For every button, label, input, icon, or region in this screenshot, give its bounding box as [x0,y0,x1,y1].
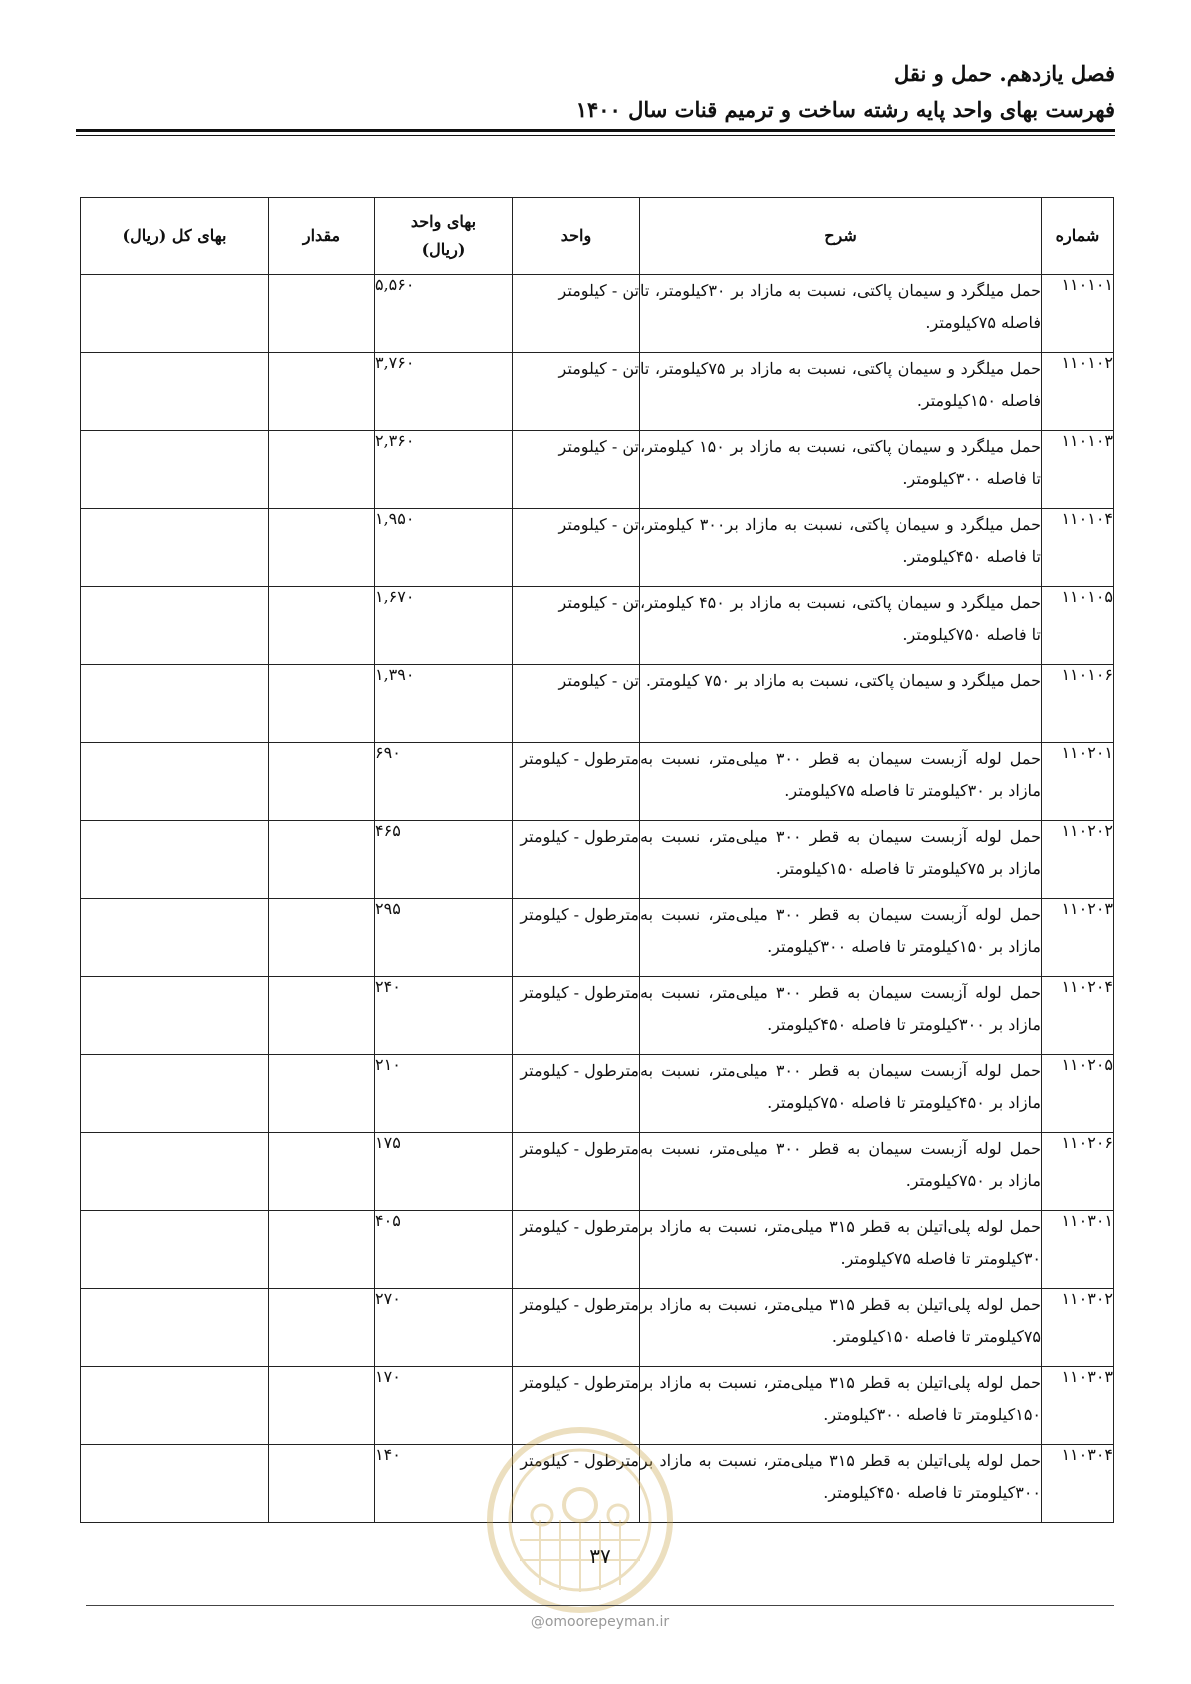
table-row [81,275,1114,353]
item-number: ۱۱۰۲۰۲ [1042,821,1114,899]
table-row [81,1055,1114,1133]
table-row [81,1133,1114,1211]
item-number: ۱۱۰۲۰۳ [1042,899,1114,977]
item-unit: مترطول - کیلومتر [513,1445,640,1523]
table-row [81,431,1114,509]
item-quantity [269,665,375,743]
footer-rule [86,1605,1114,1606]
item-description: حمل میلگرد و سیمان پاکتی، نسبت به مازاد بر۳۰۰ کیلومتر، تا فاصله ۴۵۰کیلومتر. [640,509,1042,587]
item-unit: مترطول - کیلومتر [513,743,640,821]
item-unit: مترطول - کیلومتر [513,1055,640,1133]
item-number: ۱۱۰۲۰۶ [1042,1133,1114,1211]
item-unit: تن - کیلومتر [513,431,640,509]
item-number: ۱۱۰۳۰۴ [1042,1445,1114,1523]
item-unit: تن - کیلومتر [513,587,640,665]
item-description: حمل میلگرد و سیمان پاکتی، نسبت به مازاد بر ۳۰کیلومتر، تا فاصله ۷۵کیلومتر. [640,275,1042,353]
item-number: ۱۱۰۳۰۲ [1042,1289,1114,1367]
header-description: شرح [640,198,1042,275]
item-total [81,353,269,431]
item-unit-price: ۱,۳۹۰ [375,665,513,743]
item-quantity [269,1055,375,1133]
header-number: شماره [1042,198,1114,275]
item-number: ۱۱۰۳۰۱ [1042,1211,1114,1289]
item-unit: مترطول - کیلومتر [513,1133,640,1211]
item-unit-price: ۲۴۰ [375,977,513,1055]
item-unit-price: ۳,۷۶۰ [375,353,513,431]
footer-website: @omoorepeyman.ir [530,1614,670,1630]
table-header-row [81,198,1114,275]
item-total [81,1367,269,1445]
item-total [81,275,269,353]
item-number: ۱۱۰۲۰۵ [1042,1055,1114,1133]
price-table [80,197,1114,1523]
item-number: ۱۱۰۲۰۴ [1042,977,1114,1055]
item-total [81,821,269,899]
item-quantity [269,353,375,431]
item-description: حمل میلگرد و سیمان پاکتی، نسبت به مازاد بر ۴۵۰ کیلومتر، تا فاصله ۷۵۰کیلومتر. [640,587,1042,665]
header-total: بهای کل (ریال) [81,198,269,275]
item-quantity [269,899,375,977]
header-unit: واحد [513,198,640,275]
item-description: حمل لوله آزبست سیمان به قطر ۳۰۰ میلی‌متر، نسبت به مازاد بر ۴۵۰کیلومتر تا فاصله ۷۵۰کیلومتر. [640,1055,1042,1133]
item-unit-price: ۲,۳۶۰ [375,431,513,509]
item-number: ۱۱۰۱۰۱ [1042,275,1114,353]
item-quantity [269,509,375,587]
item-unit: مترطول - کیلومتر [513,899,640,977]
item-quantity [269,1211,375,1289]
item-unit-price: ۱۷۵ [375,1133,513,1211]
chapter-title: فصل یازدهم. حمل و نقل [893,61,1115,86]
page-header [76,56,1115,128]
item-unit-price: ۱,۹۵۰ [375,509,513,587]
item-unit: تن - کیلومتر [513,509,640,587]
item-unit: تن - کیلومتر [513,275,640,353]
item-number: ۱۱۰۱۰۳ [1042,431,1114,509]
header-unit-price [375,198,513,275]
table-row [81,665,1114,743]
header-rule-thin [76,135,1115,136]
item-unit: تن - کیلومتر [513,353,640,431]
item-quantity [269,587,375,665]
item-unit: مترطول - کیلومتر [513,977,640,1055]
item-description: حمل لوله پلی‌اتیلن به قطر ۳۱۵ میلی‌متر، نسبت به مازاد بر ۳۰کیلومتر تا فاصله ۷۵کیلومتر. [640,1211,1042,1289]
table-row [81,353,1114,431]
header-quantity: مقدار [269,198,375,275]
item-unit-price: ۶۹۰ [375,743,513,821]
item-description: حمل لوله پلی‌اتیلن به قطر ۳۱۵ میلی‌متر، نسبت به مازاد بر ۱۵۰کیلومتر تا فاصله ۳۰۰کیلومتر. [640,1367,1042,1445]
item-unit-price: ۲۱۰ [375,1055,513,1133]
item-quantity [269,1445,375,1523]
item-quantity [269,1367,375,1445]
table-row [81,743,1114,821]
table-row [81,1211,1114,1289]
item-unit-price: ۱۷۰ [375,1367,513,1445]
item-total [81,665,269,743]
item-description: حمل لوله آزبست سیمان به قطر ۳۰۰ میلی‌متر، نسبت به مازاد بر ۳۰کیلومتر تا فاصله ۷۵کیلومتر. [640,743,1042,821]
item-description: حمل لوله پلی‌اتیلن به قطر ۳۱۵ میلی‌متر، نسبت به مازاد بر ۳۰۰کیلومتر تا فاصله ۴۵۰کیلومتر. [640,1445,1042,1523]
item-total [81,1133,269,1211]
item-description: حمل لوله آزبست سیمان به قطر ۳۰۰ میلی‌متر، نسبت به مازاد بر ۱۵۰کیلومتر تا فاصله ۳۰۰کیلومتر. [640,899,1042,977]
item-quantity [269,977,375,1055]
table-row [81,1445,1114,1523]
table-row [81,509,1114,587]
item-unit-price: ۵,۵۶۰ [375,275,513,353]
item-total [81,899,269,977]
item-number: ۱۱۰۱۰۲ [1042,353,1114,431]
header-unit-price-currency: (ریال) [421,240,466,259]
item-number: ۱۱۰۱۰۴ [1042,509,1114,587]
item-number: ۱۱۰۳۰۳ [1042,1367,1114,1445]
item-number: ۱۱۰۱۰۶ [1042,665,1114,743]
item-unit-price: ۱,۶۷۰ [375,587,513,665]
item-total [81,1445,269,1523]
item-unit-price: ۴۰۵ [375,1211,513,1289]
item-quantity [269,431,375,509]
page-number: ۳۷ [589,1544,611,1568]
item-quantity [269,275,375,353]
item-description: حمل میلگرد و سیمان پاکتی، نسبت به مازاد بر ۱۵۰ کیلومتر، تا فاصله ۳۰۰کیلومتر. [640,431,1042,509]
item-unit-price: ۲۹۵ [375,899,513,977]
item-description: حمل لوله آزبست سیمان به قطر ۳۰۰ میلی‌متر، نسبت به مازاد بر ۷۵۰کیلومتر. [640,1133,1042,1211]
item-total [81,1211,269,1289]
table-row [81,899,1114,977]
header-unit-price-label: بهای واحد [410,212,477,231]
header-rule-thick [76,129,1115,132]
item-unit: تن - کیلومتر [513,665,640,743]
table-row [81,1367,1114,1445]
table-row [81,821,1114,899]
item-description: حمل لوله آزبست سیمان به قطر ۳۰۰ میلی‌متر، نسبت به مازاد بر ۳۰۰کیلومتر تا فاصله ۴۵۰کیلومتر. [640,977,1042,1055]
table-row [81,587,1114,665]
item-description: حمل لوله پلی‌اتیلن به قطر ۳۱۵ میلی‌متر، نسبت به مازاد بر ۷۵کیلومتر تا فاصله ۱۵۰کیلومتر. [640,1289,1042,1367]
item-unit: مترطول - کیلومتر [513,1211,640,1289]
document-subtitle: فهرست بهای واحد پایه رشته ساخت و ترمیم قنات سال ۱۴۰۰ [575,97,1115,122]
item-total [81,1055,269,1133]
item-total [81,743,269,821]
item-description: حمل میلگرد و سیمان پاکتی، نسبت به مازاد بر ۷۵۰ کیلومتر. [640,665,1042,743]
item-quantity [269,1289,375,1367]
item-description: حمل میلگرد و سیمان پاکتی، نسبت به مازاد بر ۷۵کیلومتر، تا فاصله ۱۵۰کیلومتر. [640,353,1042,431]
item-total [81,509,269,587]
item-quantity [269,821,375,899]
item-unit: مترطول - کیلومتر [513,821,640,899]
table-row [81,1289,1114,1367]
item-quantity [269,743,375,821]
item-total [81,977,269,1055]
item-number: ۱۱۰۲۰۱ [1042,743,1114,821]
item-unit-price: ۲۷۰ [375,1289,513,1367]
item-unit: مترطول - کیلومتر [513,1289,640,1367]
item-number: ۱۱۰۱۰۵ [1042,587,1114,665]
table-row [81,977,1114,1055]
item-total [81,587,269,665]
item-quantity [269,1133,375,1211]
item-unit-price: ۴۶۵ [375,821,513,899]
item-unit: مترطول - کیلومتر [513,1367,640,1445]
item-total [81,1289,269,1367]
item-total [81,431,269,509]
item-unit-price: ۱۴۰ [375,1445,513,1523]
item-description: حمل لوله آزبست سیمان به قطر ۳۰۰ میلی‌متر، نسبت به مازاد بر ۷۵کیلومتر تا فاصله ۱۵۰کیلومتر. [640,821,1042,899]
